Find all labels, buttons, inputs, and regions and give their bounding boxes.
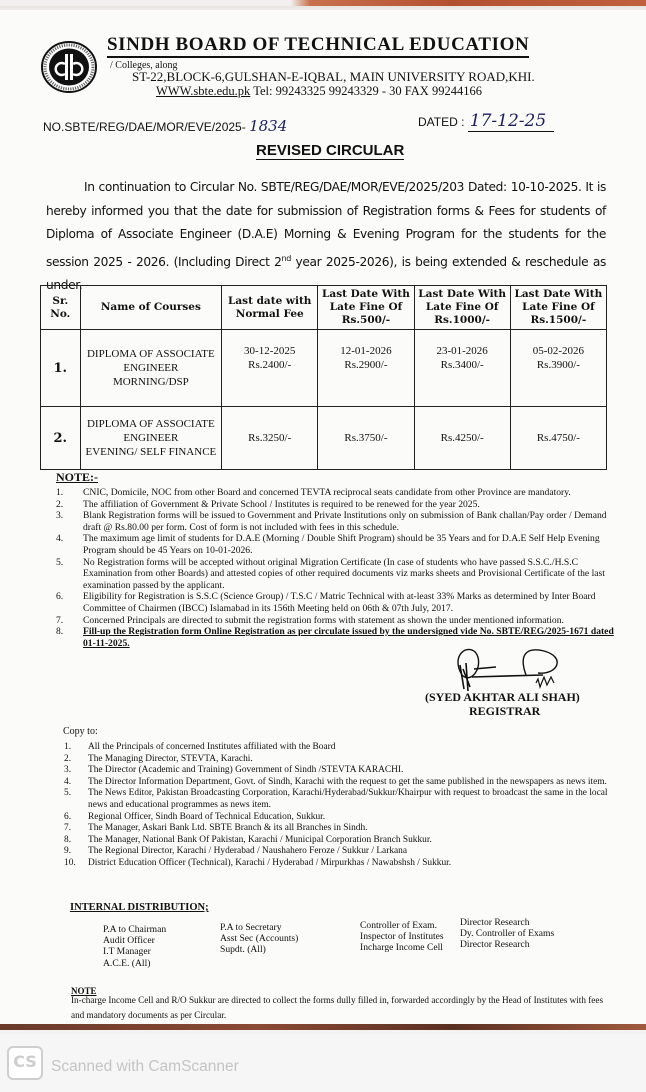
copy-text: The Director (Academic and Training) Government of Sindh /STEVTA KARACHI.	[88, 765, 404, 776]
internal-distribution-heading: INTERNAL DISTRIBUTION;	[70, 902, 209, 913]
note-item	[56, 557, 616, 592]
schedule-table	[40, 285, 607, 470]
course-line: ENGINEER	[123, 362, 179, 374]
reference-prefix: NO.SBTE/REG/DAE/MOR/EVE/2025-	[43, 120, 250, 134]
copy-item	[64, 823, 609, 835]
distribution-entry: Asst Sec (Accounts)	[220, 933, 299, 945]
cell-normal-fee	[222, 407, 318, 470]
organization-contact	[156, 84, 482, 99]
note-text: The maximum age limit of students for D.A.E (Morning / Double Shift Program) should be 35 Years and for D.A.E Self Help Evening Program should be 45 Years on 10-01-2026.	[83, 533, 600, 556]
cell-fee: Rs.3900/-	[536, 359, 580, 371]
distribution-column	[360, 920, 444, 954]
cell-normal-fee	[222, 330, 318, 407]
copy-item	[64, 788, 609, 811]
copy-text: The Managing Director, STEVTA, Karachi.	[88, 753, 253, 764]
cell-date: 23-01-2026	[436, 345, 488, 357]
copy-item	[64, 858, 609, 870]
cell-date: 05-02-2026	[532, 345, 585, 357]
copy-text: District Education Officer (Technical), Karachi / Hyderabad / Mirpurkhas / Nawabshsh / Sukkur.	[88, 857, 452, 868]
document-title: REVISED CIRCULAR	[256, 142, 405, 159]
header-course-name: Name of Courses	[80, 286, 222, 330]
row-course	[80, 330, 222, 407]
distribution-column	[460, 917, 554, 951]
cell-late-500	[318, 407, 414, 470]
note-number: 8.	[56, 626, 64, 638]
notes-heading: NOTE:-	[56, 470, 98, 484]
signatory-designation: REGISTRAR	[469, 704, 541, 718]
notes-list	[56, 487, 616, 649]
copy-to-list	[64, 742, 609, 870]
note-text: No Registration forms will be accepted without original Migration Certificate (In case of students who have passed S.S.C./H.S.C Examination from other Boards) and attested copies of other required documents viz marks sheets and Provisional Certificate of the last examination passed by the applicant.	[83, 556, 605, 591]
signatory-name: (SYED AKHTAR ALI SHAH)	[425, 690, 580, 704]
cell-date: 30-12-2025	[244, 345, 296, 357]
note-number: 5.	[56, 556, 64, 568]
copy-number: 7.	[64, 823, 72, 834]
website-link[interactable]: WWW.sbte.edu.pk	[156, 84, 251, 98]
copy-number: 8.	[64, 834, 72, 845]
note-item	[56, 591, 616, 614]
copy-number: 4.	[64, 776, 72, 787]
copy-to-heading: Copy to:	[63, 726, 98, 737]
header-late-fine-1500: Last Date With Late Fine Of Rs.1500/-	[510, 286, 606, 330]
row-course	[80, 407, 222, 470]
row-sr: 2.	[41, 407, 81, 470]
copy-item	[64, 846, 609, 858]
final-note-heading: NOTE	[71, 986, 97, 996]
copy-text: The Regional Director, Karachi / Hyderabad / Naushahero Feroze / Sukkur / Larkana	[88, 846, 408, 857]
table-row	[41, 330, 607, 407]
reference-handwritten: 1834	[249, 117, 288, 135]
cell-late-1500	[510, 407, 606, 470]
note-text: Blank Registration forms will be issued to Government and Private Institutions only on submission of Bank challan/Pay order / Demand draft @ Rs.80.00 per form. Cost of form is not included with fees in this schedule.	[83, 510, 607, 533]
cell-date: 12-01-2026	[340, 345, 392, 357]
cell-late-1000	[414, 407, 510, 470]
intro-text-2: year 2025-2026), is being extended & reschedule as under.	[46, 254, 606, 293]
note-item	[56, 510, 616, 533]
header-sr-no: Sr. No.	[41, 286, 81, 330]
copy-number: 3.	[64, 765, 72, 776]
note-item	[56, 533, 616, 556]
distribution-entry: Audit Officer	[103, 935, 155, 947]
course-line: ENGINEER	[123, 432, 179, 444]
distribution-entry: Director Research	[460, 917, 530, 928]
copy-number: 9.	[64, 846, 72, 857]
distribution-entry: Dy. Controller of Exams	[460, 928, 555, 940]
copy-number: 1.	[64, 742, 72, 752]
scanner-watermark: Scanned with CamScanner	[51, 1058, 239, 1075]
copy-item	[64, 777, 609, 789]
table-header-row	[41, 286, 607, 330]
copy-number: 6.	[64, 811, 72, 822]
cell-late-1500	[510, 330, 606, 407]
course-line: DIPLOMA OF ASSOCIATE	[86, 348, 215, 360]
copy-item	[64, 754, 609, 766]
note-number: 7.	[56, 614, 64, 626]
table-row	[41, 407, 607, 470]
cell-late-500	[318, 330, 414, 407]
reference-number	[43, 117, 287, 135]
copy-number: 10.	[64, 857, 76, 868]
cell-fee: Rs.3750/-	[344, 432, 388, 444]
cell-fee: Rs.4250/-	[440, 432, 484, 444]
cell-fee: Rs.3400/-	[440, 359, 484, 371]
intro-paragraph	[46, 176, 606, 298]
copy-item	[64, 742, 609, 754]
distribution-entry: Incharge Income Cell	[360, 942, 443, 954]
header-subtitle: / Colleges, along	[110, 60, 178, 71]
copy-text: Regional Officer, Sindh Board of Technical Education, Sukkur.	[88, 811, 326, 822]
date-line	[418, 111, 554, 131]
final-note-text: In-charge Income Cell and R/O Sukkur are directed to collect the forms dully filled in, forwarded accordingly by the Head of Institutes with fees and mandatory documents as per Circular.	[71, 995, 604, 1020]
note-text: Concerned Principals are directed to submit the registration forms with statement as shown the under mentioned information.	[83, 614, 564, 626]
distribution-entry: P.A to Chairman	[103, 924, 167, 935]
note-number: 3.	[56, 510, 64, 522]
intro-superscript: nd	[281, 253, 291, 263]
note-item	[56, 487, 616, 499]
header-late-fine-1000: Last Date With Late Fine Of Rs.1000/-	[414, 286, 510, 330]
organization-address: ST-22,BLOCK-6,GULSHAN-E-IQBAL, MAIN UNIVERSITY ROAD,KHI.	[132, 69, 535, 84]
note-number: 2.	[56, 498, 64, 510]
row-sr: 1.	[41, 330, 81, 407]
note-number: 1.	[56, 487, 64, 498]
copy-item	[64, 835, 609, 847]
copy-text: The Director Information Department, Govt. of Sindh, Karachi with the request to get the same published in the newspapers as news item.	[88, 776, 607, 787]
copy-text: The Manager, Askari Bank Ltd. SBTE Branch & its all Branches in Sindh.	[88, 823, 368, 834]
header-normal-fee: Last date with Normal Fee	[222, 286, 318, 330]
dated-handwritten: 17-12-25	[468, 111, 554, 132]
cell-fee: Rs.3250/-	[248, 432, 292, 444]
distribution-column	[220, 922, 298, 956]
intro-text-1: In continuation to Circular No. SBTE/REG/DAE/MOR/EVE/2025/203 Dated: 10-10-2025. It is hereby informed you that the date for submission of Registration forms & Fees for students of Diploma of Associate Engineer (D.A.E) Morning & Evening Program for the students for the session 2025 - 2026. (Including Direct 2	[46, 180, 606, 269]
organization-name: SINDH BOARD OF TECHNICAL EDUCATION	[107, 35, 529, 58]
note-item	[56, 499, 616, 511]
dated-label: DATED :	[418, 115, 468, 129]
distribution-entry: P.A to Secretary	[220, 922, 282, 933]
copy-text: The Manager, National Bank Of Pakistan, Karachi / Municipal Corporation Branch Sukkur.	[88, 834, 432, 845]
contact-numbers: Tel: 99243325 99243329 - 30 FAX 99244166	[250, 84, 482, 98]
copy-text: The News Editor, Pakistan Broadcasting Corporation, Karachi/Hyderabad/Sukkur/Khairpur with request to broadcast the same in the local news and educational programmes as news item.	[88, 788, 608, 810]
copy-text: All the Principals of concerned Institutes affiliated with the Board	[88, 742, 336, 752]
course-line: MORNING/DSP	[112, 376, 189, 388]
cell-fee: Rs.4750/-	[536, 432, 580, 444]
note-text: CNIC, Domicile, NOC from other Board and concerned TEVTA reciprocal seats candidate from other Province are mandatory.	[83, 487, 571, 498]
copy-item	[64, 812, 609, 824]
note-item	[56, 615, 616, 627]
distribution-entry: Controller of Exam.	[360, 920, 437, 931]
cell-fee: Rs.2400/-	[248, 359, 292, 371]
scan-bottom-edge	[0, 1024, 646, 1030]
cell-late-1000	[414, 330, 510, 407]
distribution-entry: I.T Manager	[103, 946, 151, 958]
copy-number: 5.	[64, 788, 72, 799]
note-text: Fill-up the Registration form Online Registration as per circulate issued by the undersigned vide No. SBTE/REG/2025-1671 dated 01-11-2025.	[83, 626, 614, 649]
distribution-entry: Inspector of Institutes	[360, 931, 444, 943]
header-late-fine-500: Last Date With Late Fine Of Rs.500/-	[318, 286, 414, 330]
distribution-entry: Director Research	[460, 939, 530, 951]
copy-item	[64, 765, 609, 777]
cell-fee: Rs.2900/-	[344, 359, 388, 371]
distribution-entry: Supdt. (All)	[220, 944, 266, 956]
course-line: DIPLOMA OF ASSOCIATE	[86, 418, 215, 430]
camscanner-logo-icon: CS	[7, 1046, 43, 1080]
note-number: 4.	[56, 533, 64, 545]
sbte-logo-icon	[40, 40, 98, 94]
course-line: EVENING/ SELF FINANCE	[85, 446, 217, 458]
note-text: Eligibility for Registration is S.S.C (Science Group) / T.S.C / Matric Technical with at-least 33% Marks as determined by Inter Board Committee of Chairmen (IBCC) Islamabad in its 156th Meeting held on 06th & 07th July, 2017.	[83, 591, 596, 614]
note-number: 6.	[56, 591, 64, 603]
distribution-column	[103, 924, 166, 969]
distribution-entry: A.C.E. (All)	[103, 957, 151, 969]
note-text: The affiliation of Government & Private School / Institutes is required to be renewed for the year 2025.	[83, 498, 480, 510]
copy-number: 2.	[64, 753, 72, 764]
